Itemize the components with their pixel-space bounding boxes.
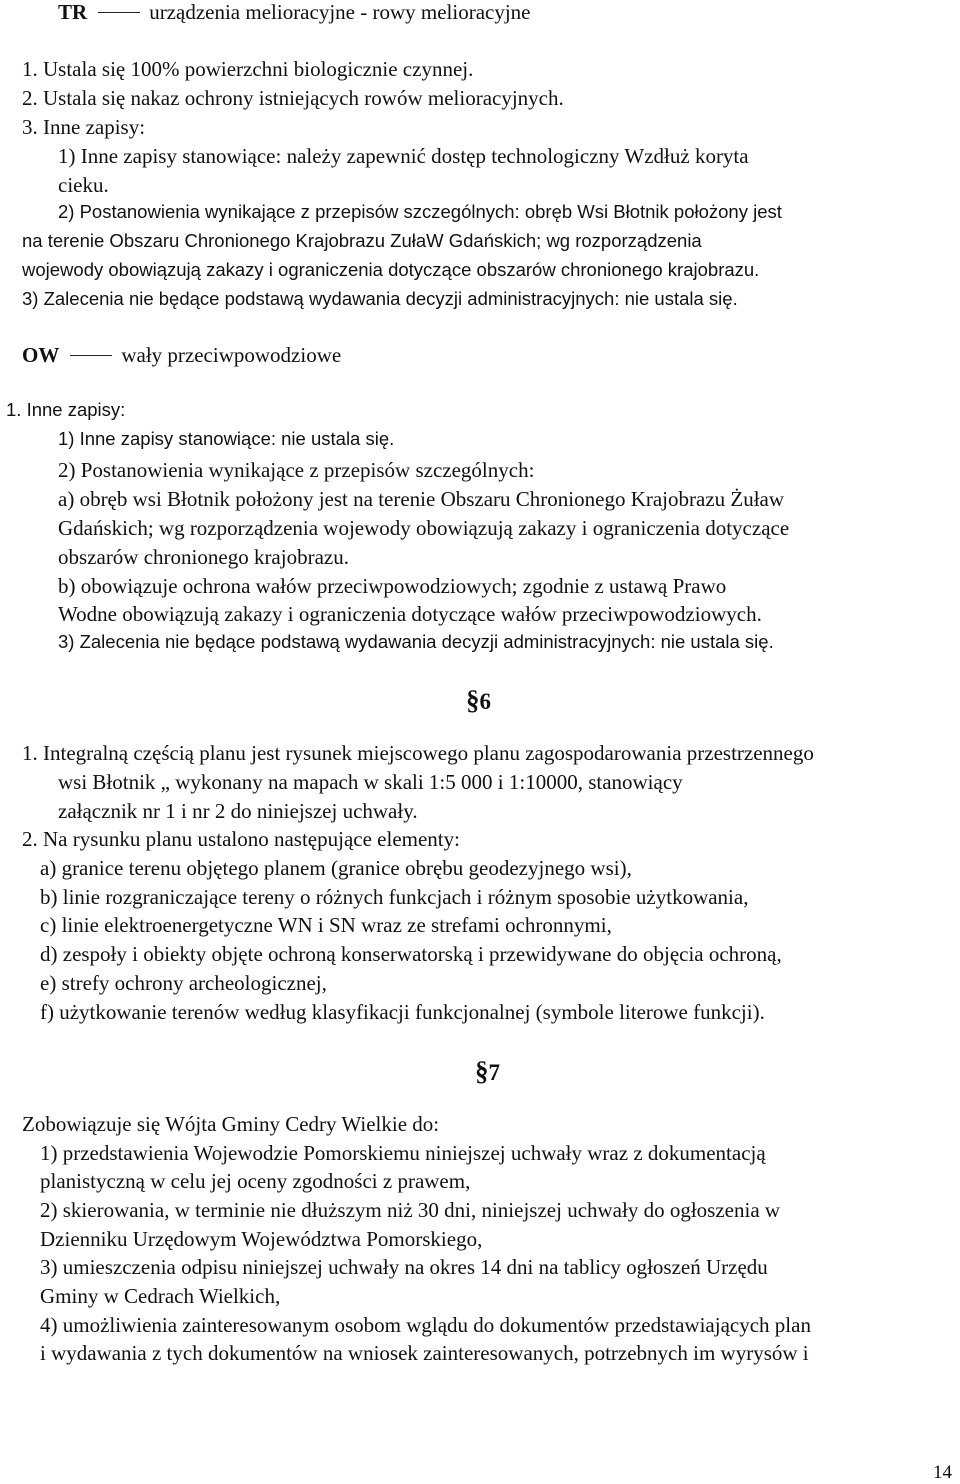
p6-line-10: f) użytkowanie terenów według klasyfikacji funkcjonalnej (symbole literowe funkcji). bbox=[40, 1000, 765, 1024]
ow-line-8: Wodne obowiązują zakazy i ograniczenia dotyczące wałów przeciwpowodziowych. bbox=[58, 602, 762, 626]
tr-line-6: 2) Postanowienia wynikające z przepisów szczególnych: obręb Wsi Błotnik położony jest bbox=[58, 201, 782, 222]
p7-line-8: 4) umożliwienia zainteresowanym osobom wglądu do dokumentów przedstawiających plan bbox=[40, 1313, 811, 1337]
tr-line-4: 1) Inne zapisy stanowiące: należy zapewnić dostęp technologiczny Wzdłuż koryta bbox=[58, 144, 749, 168]
tr-line-7: na terenie Obszaru Chronionego Krajobrazu ZułaW Gdańskich; wg rozporządzenia bbox=[22, 230, 702, 251]
tr-line-9: 3) Zalecenia nie będące podstawą wydawania decyzji administracyjnych: nie ustala się. bbox=[22, 288, 738, 309]
section-label-ow: wały przeciwpowodziowe bbox=[121, 343, 342, 367]
p7-line-1: Zobowiązuje się Wójta Gminy Cedry Wielkie do: bbox=[22, 1112, 440, 1136]
tr-line-3: 3. Inne zapisy: bbox=[22, 115, 146, 139]
section-code-ow: OW bbox=[22, 343, 60, 367]
tr-line-5: cieku. bbox=[58, 173, 109, 197]
p7-line-9: i wydawania z tych dokumentów na wniosek zainteresowanych, potrzebnych im wyrysów i bbox=[40, 1341, 809, 1365]
tr-line-8: wojewody obowiązują zakazy i ograniczenia dotyczące obszarów chronionego krajobrazu. bbox=[22, 259, 760, 280]
p7-line-3: planistyczną w celu jej oceny zgodności z prawem, bbox=[40, 1169, 471, 1193]
p7-line-4: 2) skierowania, w terminie nie dłuższym niż 30 dni, niniejszej uchwały do ogłoszenia w bbox=[40, 1198, 781, 1222]
tr-line-1: 1. Ustala się 100% powierzchni biologicznie czynnej. bbox=[22, 57, 474, 81]
page-number: 14 bbox=[933, 1462, 952, 1483]
p7-line-6: 3) umieszczenia odpisu niniejszej uchwały na okres 14 dni na tablicy ogłoszeń Urzędu bbox=[40, 1255, 768, 1279]
paragraph-heading-6 bbox=[466, 687, 491, 714]
ow-line-6: obszarów chronionego krajobrazu. bbox=[58, 545, 349, 569]
p6-line-2: wsi Błotnik „ wykonany na mapach w skali 1:5 000 i 1:10000, stanowiący bbox=[58, 770, 683, 794]
heading-dash bbox=[98, 12, 140, 13]
section-heading-tr bbox=[58, 2, 531, 23]
paragraph-heading-7 bbox=[475, 1058, 500, 1085]
p6-line-1: 1. Integralną częścią planu jest rysunek miejscowego planu zagospodarowania przestrzennego bbox=[22, 741, 814, 765]
ow-line-7: b) obowiązuje ochrona wałów przeciwpowodziowych; zgodnie z ustawą Prawo bbox=[58, 574, 727, 598]
paragraph-symbol: § bbox=[475, 1056, 489, 1086]
section-heading-ow bbox=[22, 345, 341, 366]
paragraph-number: 6 bbox=[479, 689, 491, 714]
section-code-tr: TR bbox=[58, 0, 88, 24]
ow-line-4: a) obręb wsi Błotnik położony jest na terenie Obszaru Chronionego Krajobrazu Żuław bbox=[58, 487, 785, 511]
p7-line-5: Dzienniku Urzędowym Województwa Pomorskiego, bbox=[40, 1227, 483, 1251]
p6-line-5: a) granice terenu objętego planem (granice obrębu geodezyjnego wsi), bbox=[40, 856, 632, 880]
section-label-tr: urządzenia melioracyjne - rowy melioracyjne bbox=[149, 0, 531, 24]
p6-line-4: 2. Na rysunku planu ustalono następujące elementy: bbox=[22, 827, 460, 851]
ow-line-2: 1) Inne zapisy stanowiące: nie ustala się. bbox=[58, 428, 395, 449]
p6-line-6: b) linie rozgraniczające tereny o różnych funkcjach i różnym sposobie użytkowania, bbox=[40, 885, 749, 909]
ow-line-9: 3) Zalecenia nie będące podstawą wydawania decyzji administracyjnych: nie ustala się. bbox=[58, 631, 774, 652]
p6-line-3: załącznik nr 1 i nr 2 do niniejszej uchwały. bbox=[58, 799, 418, 823]
ow-line-3: 2) Postanowienia wynikające z przepisów szczególnych: bbox=[58, 458, 535, 482]
p6-line-9: e) strefy ochrony archeologicznej, bbox=[40, 971, 327, 995]
p6-line-8: d) zespoły i obiekty objęte ochroną konserwatorską i przewidywane do objęcia ochroną, bbox=[40, 942, 782, 966]
p6-line-7: c) linie elektroenergetyczne WN i SN wraz ze strefami ochronnymi, bbox=[40, 913, 612, 937]
paragraph-symbol: § bbox=[466, 685, 480, 715]
paragraph-number: 7 bbox=[488, 1060, 500, 1085]
ow-line-1: 1. Inne zapisy: bbox=[6, 399, 126, 420]
ow-line-5: Gdańskich; wg rozporządzenia wojewody obowiązują zakazy i ograniczenia dotyczące bbox=[58, 516, 790, 540]
p7-line-2: 1) przedstawienia Wojewodzie Pomorskiemu niniejszej uchwały wraz z dokumentacją bbox=[40, 1141, 766, 1165]
heading-dash bbox=[70, 355, 112, 356]
tr-line-2: 2. Ustala się nakaz ochrony istniejących rowów melioracyjnych. bbox=[22, 86, 564, 110]
p7-line-7: Gminy w Cedrach Wielkich, bbox=[40, 1284, 281, 1308]
